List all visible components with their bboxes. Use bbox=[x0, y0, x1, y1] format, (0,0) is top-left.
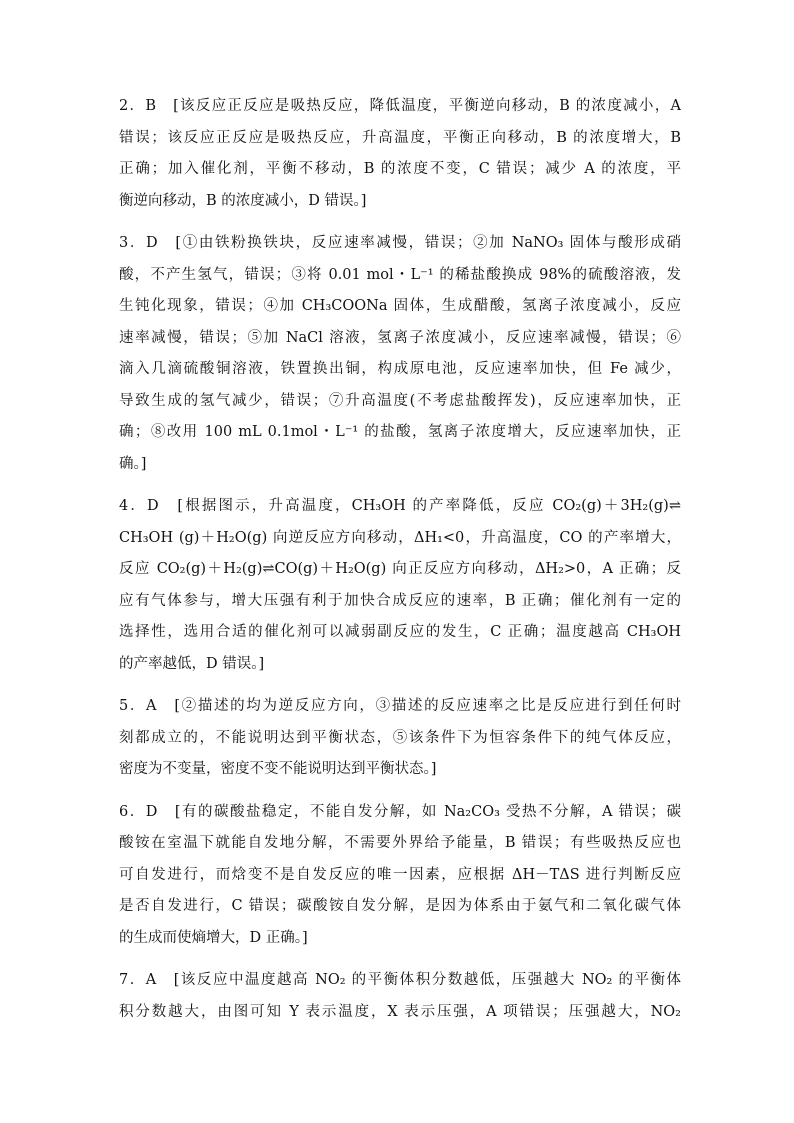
answer-3-line-8: 确。] bbox=[119, 455, 147, 472]
answer-6-line-3: 可自发进行，而焓变不是自发反应的唯一因素，应根据 ΔH－TΔS 进行判断反应 bbox=[119, 866, 681, 883]
answer-3-line-4: 速率减慢，错误；⑤加 NaCl 溶液，氢离子浓度减小，反应速率减慢，错误；⑥ bbox=[119, 329, 681, 346]
answer-3-line-5: 滴入几滴硫酸铜溶液，铁置换出铜，构成原电池，反应速率加快，但 Fe 减少， bbox=[119, 361, 681, 377]
answer-6 bbox=[119, 797, 681, 955]
answer-5 bbox=[119, 691, 681, 786]
answer-3-line-7: 确；⑧改用 100 mL 0.1mol・L⁻¹ 的盐酸，氢离子浓度增大，反应速率加快，正 bbox=[119, 424, 681, 440]
answer-3-line-2: 酸，不产生氢气，错误；③将 0.01 mol・L⁻¹ 的稀盐酸换成 98%的硫酸溶液，发 bbox=[119, 266, 681, 283]
answer-6-line-1: 6．D [有的碳酸盐稳定，不能自发分解，如 Na₂CO₃ 受热不分解，A 错误；碳 bbox=[119, 803, 681, 820]
answer-2-line-3: 正确；加入催化剂，平衡不移动，B 的浓度不变，C 错误；减少 A 的浓度，平 bbox=[119, 161, 681, 177]
answer-4-line-6: 的产率越低，D 错误。] bbox=[119, 655, 265, 672]
answer-6-line-5: 的生成而使熵增大，D 正确。] bbox=[119, 929, 308, 946]
answer-7-line-1: 7．A [该反应中温度越高 NO₂ 的平衡体积分数越低，压强越大 NO₂ 的平衡体 bbox=[119, 972, 681, 988]
answer-2-line-4: 衡逆向移动，B 的浓度减小，D 错误。] bbox=[119, 192, 367, 209]
answer-4-line-3: 反应 CO₂(g)＋H₂(g)⇌CO(g)＋H₂O(g) 向正反应方向移动，ΔH₂>0，A 正确；反 bbox=[119, 561, 681, 577]
answer-2-line-2: 错误；该反应正反应是吸热反应，升高温度，平衡正向移动，B 的浓度增大，B bbox=[119, 129, 681, 146]
answer-2 bbox=[119, 91, 681, 217]
answer-4-line-1: 4．D [根据图示，升高温度，CH₃OH 的产率降低，反应 CO₂(g)＋3H₂(g)⇌ bbox=[119, 498, 681, 514]
answer-3 bbox=[119, 228, 681, 480]
answer-5-line-2: 刻都成立的，不能说明达到平衡状态，⑤该条件下为恒容条件下的纯气体反应， bbox=[119, 729, 681, 746]
answer-6-line-2: 酸铵在室温下就能自发地分解，不需要外界给予能量，B 错误；有些吸热反应也 bbox=[119, 835, 681, 851]
answer-3-line-3: 生钝化现象，错误；④加 CH₃COONa 固体，生成醋酸，氢离子浓度减小，反应 bbox=[119, 298, 681, 314]
answer-3-line-6: 导致生成的氢气减少，错误；⑦升高温度(不考虑盐酸挥发)，反应速率加快，正 bbox=[119, 392, 681, 409]
answer-4-line-5: 选择性，选用合适的催化剂可以减弱副反应的发生，C 正确；温度越高 CH₃OH bbox=[119, 624, 681, 640]
answer-4-line-2: CH₃OH (g)＋H₂O(g) 向逆反应方向移动，ΔH₁<0，升高温度，CO 的产率增大， bbox=[119, 529, 681, 546]
answer-6-line-4: 是否自发进行，C 错误；碳酸铵自发分解，是因为体系由于氨气和二氧化碳气体 bbox=[119, 898, 681, 914]
answer-explanations bbox=[119, 91, 681, 1039]
answer-7-line-2: 积分数越大，由图可知 Y 表示温度，X 表示压强，A 项错误；压强越大，NO₂ bbox=[119, 1003, 681, 1020]
answer-3-line-1: 3．D [①由铁粉换铁块，反应速率减慢，错误；②加 NaNO₃ 固体与酸形成硝 bbox=[119, 235, 681, 251]
answer-4 bbox=[119, 491, 681, 680]
answer-7 bbox=[119, 965, 681, 1028]
answer-4-line-4: 应有气体参与，增大压强有利于加快合成反应的速率，B 正确；催化剂有一定的 bbox=[119, 592, 681, 609]
answer-5-line-3: 密度为不变量，密度不变不能说明达到平衡状态。] bbox=[119, 761, 437, 777]
answer-5-line-1: 5．A [②描述的均为逆反应方向，③描述的反应速率之比是反应进行到任何时 bbox=[119, 698, 681, 714]
answer-2-line-1: 2．B [该反应正反应是吸热反应，降低温度，平衡逆向移动，B 的浓度减小，A bbox=[119, 98, 681, 114]
